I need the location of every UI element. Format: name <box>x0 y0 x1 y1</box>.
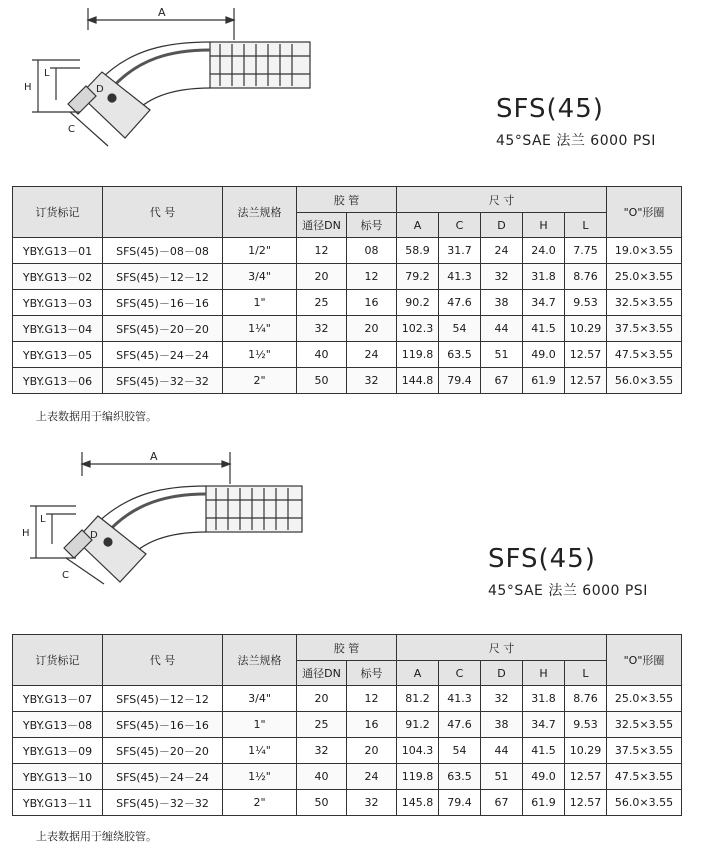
cell-oring: 32.5×3.55 <box>607 712 682 738</box>
dim-H-label: H <box>22 528 30 539</box>
cell-code: SFS(45)－08－08 <box>103 238 223 264</box>
header-D: D <box>481 661 523 686</box>
cell-L: 12.57 <box>565 342 607 368</box>
cell-C: 54 <box>439 316 481 342</box>
cell-dn: 40 <box>297 342 347 368</box>
cell-L: 10.29 <box>565 738 607 764</box>
fitting-drawing-1 <box>20 0 320 150</box>
cell-C: 31.7 <box>439 238 481 264</box>
cell-dn: 50 <box>297 790 347 816</box>
cell-dn: 50 <box>297 368 347 394</box>
cell-oring: 56.0×3.55 <box>607 790 682 816</box>
dim-L-label: L <box>40 514 46 525</box>
cell-D: 38 <box>481 712 523 738</box>
cell-A: 119.8 <box>397 764 439 790</box>
product-subtitle: 45°SAE 法兰 6000 PSI <box>488 583 648 599</box>
header-dn: 通径DN <box>297 213 347 238</box>
title-block-1 <box>496 96 656 150</box>
cell-L: 8.76 <box>565 686 607 712</box>
header-mark: 标号 <box>347 213 397 238</box>
cell-D: 38 <box>481 290 523 316</box>
cell-code: SFS(45)－16－16 <box>103 712 223 738</box>
cell-H: 31.8 <box>523 686 565 712</box>
dim-H-label: H <box>24 82 32 93</box>
cell-D: 44 <box>481 738 523 764</box>
cell-order: YBY.G13－03 <box>13 290 103 316</box>
cell-H: 61.9 <box>523 790 565 816</box>
header-code: 代 号 <box>103 187 223 238</box>
cell-flange: 1" <box>223 712 297 738</box>
table-row <box>13 686 682 712</box>
product-title: SFS(45) <box>496 94 604 124</box>
header-dims: 尺 寸 <box>397 635 607 661</box>
cell-L: 12.57 <box>565 790 607 816</box>
cell-H: 34.7 <box>523 712 565 738</box>
cell-code: SFS(45)－16－16 <box>103 290 223 316</box>
table-row <box>13 342 682 368</box>
cell-C: 41.3 <box>439 686 481 712</box>
cell-code: SFS(45)－12－12 <box>103 264 223 290</box>
cell-order: YBY.G13－07 <box>13 686 103 712</box>
cell-flange: 1½" <box>223 764 297 790</box>
header-A: A <box>397 661 439 686</box>
dim-C-label: C <box>62 570 69 581</box>
cell-L: 9.53 <box>565 712 607 738</box>
cell-D: 51 <box>481 764 523 790</box>
header-dims: 尺 寸 <box>397 187 607 213</box>
cell-oring: 47.5×3.55 <box>607 764 682 790</box>
dim-D-label: D <box>96 84 104 95</box>
cell-oring: 25.0×3.55 <box>607 686 682 712</box>
cell-dn: 25 <box>297 290 347 316</box>
cell-code: SFS(45)－24－24 <box>103 342 223 368</box>
cell-flange: 2" <box>223 790 297 816</box>
cell-oring: 32.5×3.55 <box>607 290 682 316</box>
header-L: L <box>565 661 607 686</box>
product-title: SFS(45) <box>488 544 596 574</box>
cell-order: YBY.G13－05 <box>13 342 103 368</box>
table-row <box>13 238 682 264</box>
cell-A: 91.2 <box>397 712 439 738</box>
cell-code: SFS(45)－20－20 <box>103 316 223 342</box>
cell-A: 102.3 <box>397 316 439 342</box>
cell-mark: 32 <box>347 790 397 816</box>
cell-C: 47.6 <box>439 712 481 738</box>
cell-order: YBY.G13－01 <box>13 238 103 264</box>
cell-H: 24.0 <box>523 238 565 264</box>
cell-L: 7.75 <box>565 238 607 264</box>
cell-L: 8.76 <box>565 264 607 290</box>
header-H: H <box>523 661 565 686</box>
table-row <box>13 316 682 342</box>
cell-oring: 56.0×3.55 <box>607 368 682 394</box>
cell-dn: 12 <box>297 238 347 264</box>
cell-mark: 32 <box>347 368 397 394</box>
header-order-mark: 订货标记 <box>13 635 103 686</box>
cell-oring: 19.0×3.55 <box>607 238 682 264</box>
cell-mark: 20 <box>347 738 397 764</box>
title-block-2 <box>488 546 648 600</box>
cell-order: YBY.G13－09 <box>13 738 103 764</box>
cell-D: 51 <box>481 342 523 368</box>
header-hose: 胶 管 <box>297 187 397 213</box>
header-L: L <box>565 213 607 238</box>
header-C: C <box>439 213 481 238</box>
cell-A: 81.2 <box>397 686 439 712</box>
header-A: A <box>397 213 439 238</box>
cell-flange: 1½" <box>223 342 297 368</box>
cell-code: SFS(45)－24－24 <box>103 764 223 790</box>
cell-flange: 1¼" <box>223 316 297 342</box>
header-code: 代 号 <box>103 635 223 686</box>
cell-flange: 1" <box>223 290 297 316</box>
cell-C: 63.5 <box>439 764 481 790</box>
spec-table-1 <box>12 186 682 394</box>
cell-oring: 37.5×3.55 <box>607 738 682 764</box>
cell-D: 67 <box>481 790 523 816</box>
cell-A: 90.2 <box>397 290 439 316</box>
header-hose: 胶 管 <box>297 635 397 661</box>
cell-A: 58.9 <box>397 238 439 264</box>
header-C: C <box>439 661 481 686</box>
cell-code: SFS(45)－20－20 <box>103 738 223 764</box>
cell-mark: 24 <box>347 764 397 790</box>
cell-dn: 32 <box>297 316 347 342</box>
cell-L: 12.57 <box>565 368 607 394</box>
cell-order: YBY.G13－02 <box>13 264 103 290</box>
cell-H: 61.9 <box>523 368 565 394</box>
cell-order: YBY.G13－11 <box>13 790 103 816</box>
cell-mark: 16 <box>347 712 397 738</box>
header-order-mark: 订货标记 <box>13 187 103 238</box>
cell-mark: 24 <box>347 342 397 368</box>
cell-H: 34.7 <box>523 290 565 316</box>
cell-dn: 40 <box>297 764 347 790</box>
cell-dn: 20 <box>297 264 347 290</box>
header-dn: 通径DN <box>297 661 347 686</box>
table-row <box>13 290 682 316</box>
table-row <box>13 712 682 738</box>
table-row <box>13 264 682 290</box>
cell-A: 79.2 <box>397 264 439 290</box>
header-flange: 法兰规格 <box>223 635 297 686</box>
header-D: D <box>481 213 523 238</box>
cell-mark: 12 <box>347 686 397 712</box>
cell-dn: 32 <box>297 738 347 764</box>
header-oring: "O"形圈 <box>607 635 682 686</box>
header-mark: 标号 <box>347 661 397 686</box>
cell-A: 144.8 <box>397 368 439 394</box>
dim-A-label: A <box>150 450 158 463</box>
dim-C-label: C <box>68 124 75 135</box>
table-note: 上表数据用于编织胶管。 <box>36 410 157 423</box>
cell-order: YBY.G13－04 <box>13 316 103 342</box>
cell-order: YBY.G13－08 <box>13 712 103 738</box>
table-row <box>13 790 682 816</box>
cell-L: 10.29 <box>565 316 607 342</box>
dim-L-label: L <box>44 68 50 79</box>
header-oring: "O"形圈 <box>607 187 682 238</box>
cell-code: SFS(45)－32－32 <box>103 368 223 394</box>
cell-C: 79.4 <box>439 790 481 816</box>
cell-C: 54 <box>439 738 481 764</box>
cell-L: 9.53 <box>565 290 607 316</box>
table-row <box>13 764 682 790</box>
cell-mark: 12 <box>347 264 397 290</box>
product-subtitle: 45°SAE 法兰 6000 PSI <box>496 133 656 149</box>
cell-H: 41.5 <box>523 316 565 342</box>
dim-D-label: D <box>90 530 98 541</box>
cell-D: 32 <box>481 264 523 290</box>
table-row <box>13 738 682 764</box>
cell-oring: 25.0×3.55 <box>607 264 682 290</box>
cell-mark: 16 <box>347 290 397 316</box>
table-note: 上表数据用于缠绕胶管。 <box>36 830 157 843</box>
cell-flange: 1/2" <box>223 238 297 264</box>
section-2 <box>0 436 701 852</box>
cell-D: 67 <box>481 368 523 394</box>
cell-flange: 3/4" <box>223 264 297 290</box>
cell-mark: 08 <box>347 238 397 264</box>
cell-flange: 1¼" <box>223 738 297 764</box>
cell-D: 44 <box>481 316 523 342</box>
cell-order: YBY.G13－10 <box>13 764 103 790</box>
cell-H: 49.0 <box>523 764 565 790</box>
cell-H: 49.0 <box>523 342 565 368</box>
cell-D: 24 <box>481 238 523 264</box>
fitting-drawing-2 <box>20 436 320 586</box>
cell-A: 119.8 <box>397 342 439 368</box>
cell-dn: 20 <box>297 686 347 712</box>
cell-code: SFS(45)－32－32 <box>103 790 223 816</box>
dim-A-label: A <box>158 6 166 19</box>
header-flange: 法兰规格 <box>223 187 297 238</box>
table-row <box>13 368 682 394</box>
cell-H: 31.8 <box>523 264 565 290</box>
cell-D: 32 <box>481 686 523 712</box>
cell-C: 63.5 <box>439 342 481 368</box>
spec-table-2 <box>12 634 682 816</box>
cell-A: 145.8 <box>397 790 439 816</box>
cell-H: 41.5 <box>523 738 565 764</box>
cell-flange: 3/4" <box>223 686 297 712</box>
cell-order: YBY.G13－06 <box>13 368 103 394</box>
cell-oring: 37.5×3.55 <box>607 316 682 342</box>
cell-C: 79.4 <box>439 368 481 394</box>
cell-code: SFS(45)－12－12 <box>103 686 223 712</box>
cell-flange: 2" <box>223 368 297 394</box>
cell-A: 104.3 <box>397 738 439 764</box>
cell-dn: 25 <box>297 712 347 738</box>
cell-C: 41.3 <box>439 264 481 290</box>
cell-L: 12.57 <box>565 764 607 790</box>
cell-C: 47.6 <box>439 290 481 316</box>
cell-oring: 47.5×3.55 <box>607 342 682 368</box>
cell-mark: 20 <box>347 316 397 342</box>
header-H: H <box>523 213 565 238</box>
